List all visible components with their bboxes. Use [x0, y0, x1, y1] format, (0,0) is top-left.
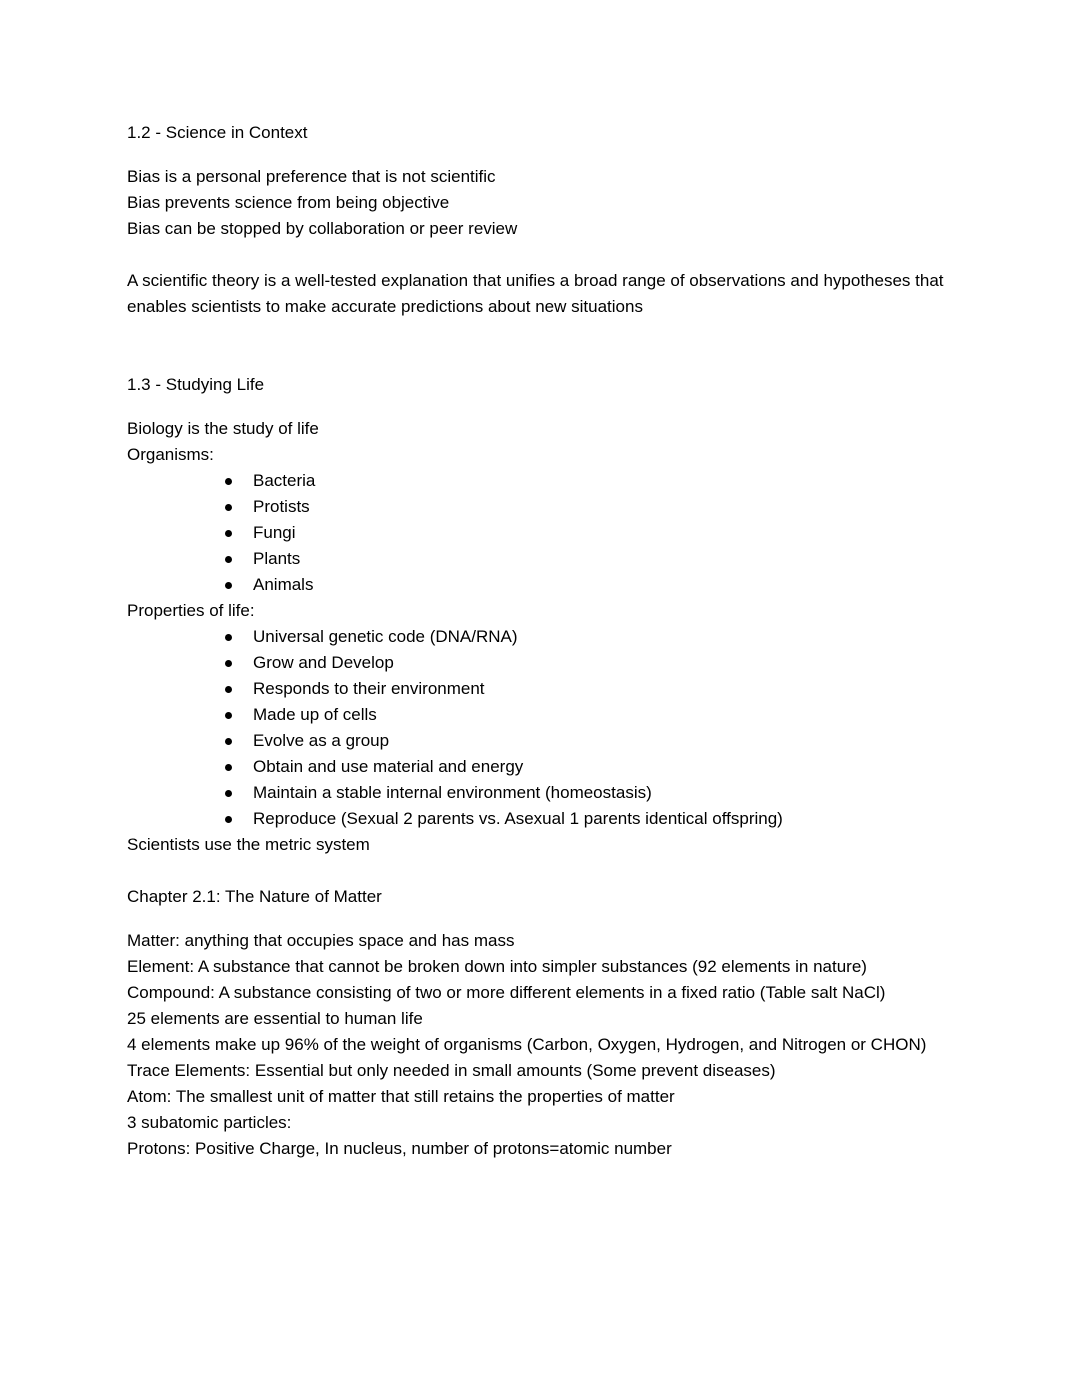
text-line-bias-1: Bias is a personal preference that is not scientific: [127, 167, 496, 186]
bullet-icon: [225, 712, 232, 719]
bullet-icon: [225, 790, 232, 797]
bullet-icon: [225, 660, 232, 667]
text-line-element: Element: A substance that cannot be broken down into simpler substances (92 elements in nature): [127, 957, 867, 976]
list-item-property: [127, 650, 953, 676]
list-item-organism: [127, 468, 953, 494]
list-item-text: Fungi: [253, 523, 296, 542]
list-item-organism: [127, 546, 953, 572]
bullet-icon: [225, 816, 232, 823]
list-item-organism: [127, 520, 953, 546]
text-line-4-elements: 4 elements make up 96% of the weight of organisms (Carbon, Oxygen, Hydrogen, and Nitrogen or CHON): [127, 1035, 927, 1054]
section-heading-2-1: Chapter 2.1: The Nature of Matter: [127, 887, 382, 906]
list-item-property: [127, 702, 953, 728]
list-item-organism: [127, 494, 953, 520]
text-line-biology: Biology is the study of life: [127, 419, 319, 438]
list-item-property: [127, 624, 953, 650]
text-line-matter: Matter: anything that occupies space and has mass: [127, 931, 515, 950]
list-item-text: Protists: [253, 497, 310, 516]
list-item-property: [127, 780, 953, 806]
section-heading-1-2: 1.2 - Science in Context: [127, 123, 308, 142]
list-item-text: Plants: [253, 549, 301, 568]
list-item-text: Made up of cells: [253, 705, 377, 724]
list-item-text: Evolve as a group: [253, 731, 390, 750]
bullet-icon: [225, 582, 232, 589]
list-item-text: Grow and Develop: [253, 653, 394, 672]
list-item-property: [127, 754, 953, 780]
text-line-atom: Atom: The smallest unit of matter that still retains the properties of matter: [127, 1087, 675, 1106]
text-line-25-elements: 25 elements are essential to human life: [127, 1009, 423, 1028]
text-line-properties-label: Properties of life:: [127, 601, 255, 620]
bullet-icon: [225, 634, 232, 641]
list-item-property: [127, 806, 953, 832]
text-line-subatomic: 3 subatomic particles:: [127, 1113, 292, 1132]
text-line-metric: Scientists use the metric system: [127, 835, 370, 854]
text-line-organisms-label: Organisms:: [127, 445, 214, 464]
bullet-icon: [225, 764, 232, 771]
bullet-icon: [225, 556, 232, 563]
list-item-property: [127, 728, 953, 754]
list-item-text: Maintain a stable internal environment (homeostasis): [253, 783, 652, 802]
text-line-compound: Compound: A substance consisting of two or more different elements in a fixed ratio (Table salt NaCl): [127, 983, 886, 1002]
list-item-text: Bacteria: [253, 471, 316, 490]
bullet-icon: [225, 738, 232, 745]
spacer: [127, 858, 953, 884]
text-line-bias-3: Bias can be stopped by collaboration or peer review: [127, 219, 518, 238]
spacer: [127, 320, 953, 372]
list-item-organism: [127, 572, 953, 598]
list-item-text: Universal genetic code (DNA/RNA): [253, 627, 518, 646]
section-heading-1-3: 1.3 - Studying Life: [127, 375, 265, 394]
text-line-bias-2: Bias prevents science from being objective: [127, 193, 450, 212]
paragraph-scientific-theory: A scientific theory is a well-tested explanation that unifies a broad range of observations and hypotheses that enables scientists to make accurate predictions about new situations: [127, 271, 944, 316]
bullet-icon: [225, 478, 232, 485]
list-item-property: [127, 676, 953, 702]
bullet-icon: [225, 530, 232, 537]
spacer: [127, 242, 953, 268]
list-item-text: Obtain and use material and energy: [253, 757, 524, 776]
list-item-text: Reproduce (Sexual 2 parents vs. Asexual 1 parents identical offspring): [253, 809, 783, 828]
list-item-text: Animals: [253, 575, 314, 594]
bullet-icon: [225, 686, 232, 693]
bullet-icon: [225, 504, 232, 511]
list-item-text: Responds to their environment: [253, 679, 485, 698]
text-line-protons: Protons: Positive Charge, In nucleus, number of protons=atomic number: [127, 1139, 672, 1158]
text-line-trace-elements: Trace Elements: Essential but only needed in small amounts (Some prevent diseases): [127, 1061, 776, 1080]
